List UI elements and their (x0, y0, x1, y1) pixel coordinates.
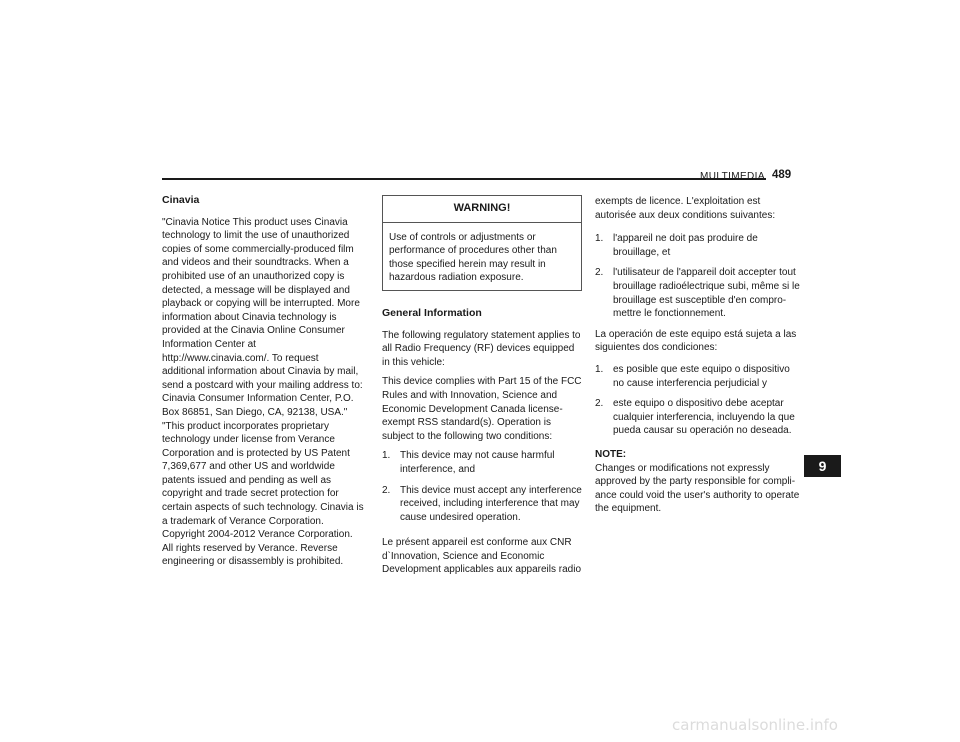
list-item (382, 484, 582, 525)
general-information-heading: General Information (382, 306, 482, 319)
spanish-conditions-list (595, 363, 801, 438)
spanish-statement: La operación de este equipo está sujeta a las siguientes dos condiciones: (595, 328, 797, 354)
section-title: MULTIMEDIA (700, 171, 765, 182)
list-item (595, 397, 801, 438)
french-statement-end: exempts de licence. L'exploitation est autorisée aux deux conditions suivantes: (595, 196, 776, 221)
cinavia-notice: "Cinavia Notice This product uses Cinavia technology to limit the use of unauthorized copies of some commercially-produced film and videos and their soundtracks. When a prohibited use of an unauthorized copy is detected, a message will be displayed and playback or copying will be interrupted. More information about Cinavia technology is provided at the Cinavia Online Consumer Information Center at http://www.cinavia.com/. To request additional information about Cinavia by mail, send a postcard with your mailing address to: Cinavia Consumer Information Center, P.O. Box 86851, San Diego, CA, 92138, USA." "This product incorporates proprietary technology under license from Verance Corporation and is protected by US Patent 7,369,677 and other US and worldwide patents issued and pending as well as copyright and trade secret protection for certain aspects of such technology. Cinavia is a trademark of Verance Corporation. Copyright 2004-2012 Verance Corporation. All rights reserved by Verance. Reverse engineering or disassembly is prohibited. (162, 216, 364, 568)
page-number: 489 (772, 169, 792, 181)
list-text: This device must accept any interference received, including interference that may cause undesired operation. (400, 484, 582, 523)
list-number: 2. (382, 484, 391, 496)
list-text: este equipo o dispositivo debe aceptar cualquier interferencia, incluyendo la que pueda causar su operación no deseada. (613, 398, 795, 437)
header-rule (162, 178, 766, 180)
fcc-conditions-list (382, 449, 582, 524)
regulatory-intro: The following regulatory statement applies to all Radio Frequency (RF) devices equipped in this vehicle: (382, 329, 581, 368)
warning-title: WARNING! (383, 196, 581, 223)
warning-text: Use of controls or adjustments or performance of procedures other than those specified herein may result in hazardous radiation exposure. (389, 231, 557, 284)
list-number: 1. (595, 233, 604, 245)
list-item (595, 266, 801, 320)
list-text: This device may not cause harmful interference, and (400, 450, 555, 475)
note-text: Changes or modifications not expressly approved by the party responsible for compli-ance could void the user's authority to operate the equipment. (595, 462, 800, 515)
cinavia-heading: Cinavia (162, 194, 200, 206)
list-number: 2. (595, 267, 604, 279)
list-item (382, 449, 582, 476)
list-text: l'utilisateur de l'appareil doit accepter tout brouillage radioélectrique subi, même si le brouillage est susceptible d'en compro-mettre le fonctionnement. (613, 267, 800, 320)
list-item (595, 232, 801, 259)
french-conditions-list (595, 232, 801, 321)
french-statement-start: Le présent appareil est conforme aux CNR d`Innovation, Science and Economic Development applicables aux appareils radio (382, 537, 582, 576)
list-item (595, 363, 801, 390)
list-number: 1. (382, 450, 391, 462)
fcc-statement: This device complies with Part 15 of the FCC Rules and with Innovation, Science and Economic Development Canada license-exempt RSS standard(s). Operation is subject to the following two conditions: (382, 376, 582, 442)
warning-box (382, 195, 582, 291)
list-text: es posible que este equipo o dispositivo no cause interferencia perjudicial y (613, 363, 790, 389)
column-middle (382, 195, 582, 583)
list-text: l'appareil ne doit pas produire de brouillage, et (613, 233, 758, 258)
column-right (595, 195, 801, 522)
watermark: carmanualsonline.info (672, 716, 838, 734)
list-number: 2. (595, 398, 604, 410)
list-number: 1. (595, 363, 604, 375)
column-left (162, 194, 364, 575)
note-label: NOTE: (595, 448, 627, 460)
chapter-tab: 9 (804, 455, 841, 477)
